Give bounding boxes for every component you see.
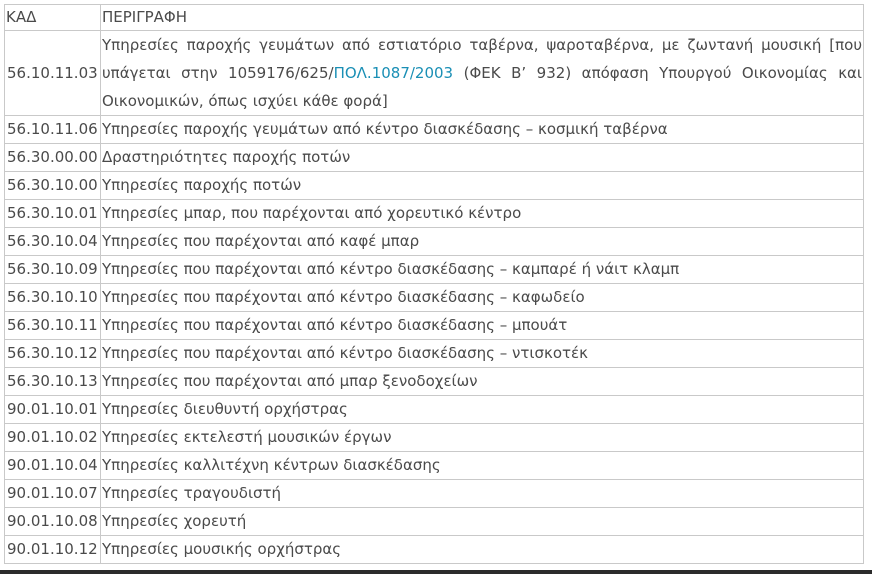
table-row <box>5 452 864 480</box>
kad-description: Υπηρεσίες που παρέχονται από καφέ μπαρ <box>101 228 864 256</box>
kad-description: Υπηρεσίες που παρέχονται από κέντρο διασκέδασης – καμπαρέ ή νάιτ κλαμπ <box>101 256 864 284</box>
kad-code: 56.30.10.01 <box>5 200 101 228</box>
table-row <box>5 172 864 200</box>
table-row <box>5 31 864 116</box>
table-row <box>5 340 864 368</box>
kad-code: 90.01.10.07 <box>5 480 101 508</box>
kad-description: Υπηρεσίες που παρέχονται από κέντρο διασκέδασης – μπουάτ <box>101 312 864 340</box>
kad-code: 90.01.10.01 <box>5 396 101 424</box>
pol-link[interactable]: ΠΟΛ.1087/2003 <box>333 64 454 82</box>
table-row <box>5 256 864 284</box>
kad-description: Υπηρεσίες εκτελεστή μουσικών έργων <box>101 424 864 452</box>
table-row <box>5 508 864 536</box>
kad-description: Δραστηριότητες παροχής ποτών <box>101 144 864 172</box>
kad-description: Υπηρεσίες μουσικής ορχήστρας <box>101 536 864 564</box>
table-row <box>5 368 864 396</box>
kad-code: 56.30.10.04 <box>5 228 101 256</box>
description-text: Υπηρεσίες παροχής γευμάτων από εστιατόριο ταβέρνα, ψαροταβέρνα, με ζωντανή μουσική [που υπάγεται στην 1059176/625/ <box>102 36 862 82</box>
header-description: ΠΕΡΙΓΡΑΦΗ <box>101 5 864 31</box>
kad-code: 56.10.11.06 <box>5 116 101 144</box>
kad-code: 90.01.10.04 <box>5 452 101 480</box>
kad-description: Υπηρεσίες που παρέχονται από μπαρ ξενοδοχείων <box>101 368 864 396</box>
kad-table <box>4 4 864 564</box>
table-row <box>5 536 864 564</box>
table-row <box>5 144 864 172</box>
table-row <box>5 312 864 340</box>
table-row <box>5 284 864 312</box>
kad-code: 56.30.10.00 <box>5 172 101 200</box>
kad-code: 56.30.10.10 <box>5 284 101 312</box>
kad-description: Υπηρεσίες που παρέχονται από κέντρο διασκέδασης – ντισκοτέκ <box>101 340 864 368</box>
kad-description: Υπηρεσίες παροχής ποτών <box>101 172 864 200</box>
table-header-row <box>5 5 864 31</box>
kad-code: 90.01.10.02 <box>5 424 101 452</box>
kad-code: 90.01.10.12 <box>5 536 101 564</box>
kad-code: 56.30.10.11 <box>5 312 101 340</box>
kad-code: 90.01.10.08 <box>5 508 101 536</box>
kad-code: 56.30.10.12 <box>5 340 101 368</box>
kad-code: 56.30.10.13 <box>5 368 101 396</box>
kad-description: Υπηρεσίες χορευτή <box>101 508 864 536</box>
kad-code: 56.10.11.03 <box>5 31 101 116</box>
kad-description: Υπηρεσίες τραγουδιστή <box>101 480 864 508</box>
kad-code: 56.30.00.00 <box>5 144 101 172</box>
bottom-edge-bar <box>0 570 872 574</box>
kad-description: Υπηρεσίες που παρέχονται από κέντρο διασκέδασης – καφωδείο <box>101 284 864 312</box>
table-row <box>5 424 864 452</box>
header-code: ΚΑΔ <box>5 5 101 31</box>
description-text: (ΦΕΚ Β’ 932) απόφαση Υπουργού Οικονομίας και Οικονομικών, όπως ισχύει κάθε φορά] <box>102 64 862 110</box>
kad-code: 56.30.10.09 <box>5 256 101 284</box>
table-row <box>5 116 864 144</box>
table-row <box>5 396 864 424</box>
kad-description: Υπηρεσίες μπαρ, που παρέχονται από χορευτικό κέντρο <box>101 200 864 228</box>
kad-description: Υπηρεσίες καλλιτέχνη κέντρων διασκέδασης <box>101 452 864 480</box>
table-row <box>5 228 864 256</box>
kad-description: Υπηρεσίες παροχής γευμάτων από κέντρο διασκέδασης – κοσμική ταβέρνα <box>101 116 864 144</box>
kad-description: Υπηρεσίες διευθυντή ορχήστρας <box>101 396 864 424</box>
kad-description <box>101 31 864 116</box>
table-row <box>5 200 864 228</box>
table-row <box>5 480 864 508</box>
